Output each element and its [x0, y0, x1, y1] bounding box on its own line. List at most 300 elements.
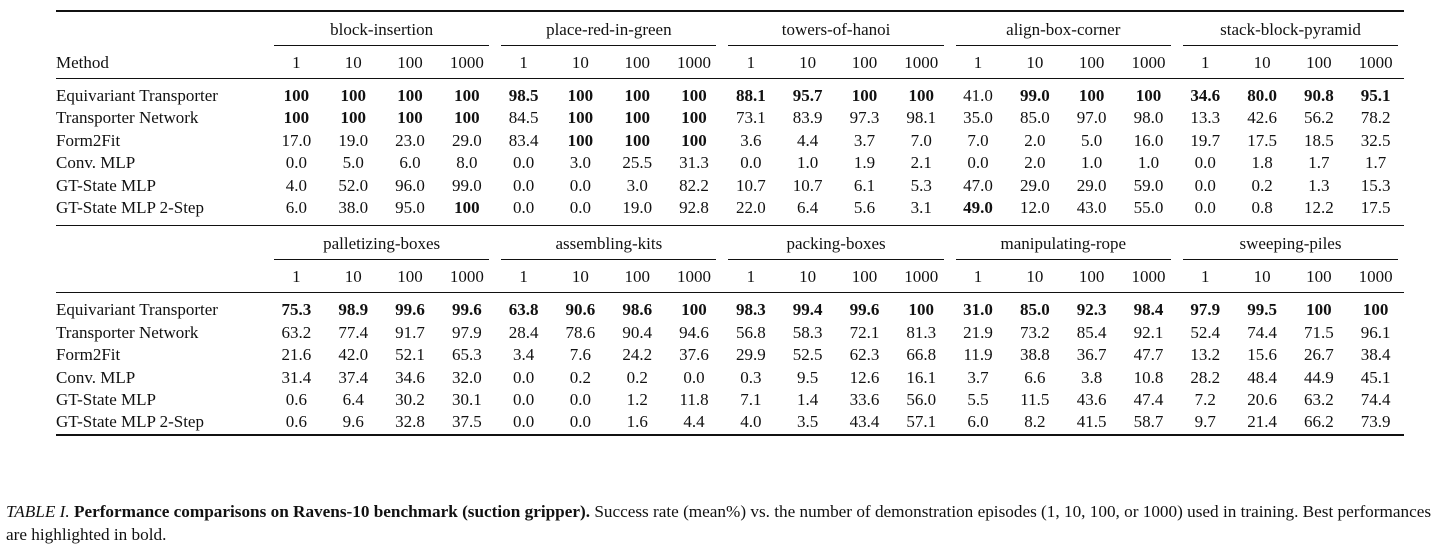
score-cell: 100: [681, 300, 707, 320]
episode-count-header: 10: [552, 48, 609, 79]
score-cell: 17.5: [1247, 130, 1277, 150]
score-cell: 9.6: [342, 412, 364, 432]
caption-text: Success rate (mean%) vs. the number of demonstration episodes (1, 10, 100, or 1000) used in training. Best performances are highlighted in bold.: [6, 502, 1432, 544]
score-cell: 41.5: [1076, 412, 1107, 432]
score-cell: 78.6: [565, 322, 596, 342]
score-cell: 100: [624, 130, 650, 150]
score-cell: 100: [1362, 300, 1389, 320]
score-cell: 100: [283, 86, 310, 105]
score-cell: 5.0: [1081, 130, 1103, 150]
score-cell: 49.0: [963, 198, 993, 218]
score-cell: 47.4: [1133, 390, 1164, 410]
score-cell: 42.0: [338, 345, 369, 365]
score-cell: 99.6: [395, 300, 425, 320]
episode-count-header: 10: [1234, 262, 1291, 293]
episode-count-header: 10: [1006, 262, 1063, 293]
score-cell: 0.0: [513, 153, 535, 173]
score-cell: 0.0: [513, 198, 535, 218]
score-cell: 100: [454, 108, 480, 128]
score-cell: 100: [624, 108, 650, 128]
score-cell: 11.8: [679, 390, 709, 410]
score-cell: 19.7: [1190, 130, 1221, 150]
score-cell: 33.6: [849, 390, 880, 410]
score-cell: 6.1: [853, 175, 876, 195]
score-cell: 25.5: [622, 153, 653, 173]
score-cell: 90.4: [622, 322, 653, 342]
score-cell: 7.1: [740, 390, 762, 410]
score-cell: 4.4: [683, 412, 705, 432]
score-cell: 32.8: [395, 412, 425, 432]
table-row: [56, 85, 1404, 107]
score-cell: 0.0: [1194, 175, 1216, 195]
score-cell: 1.9: [853, 153, 876, 173]
score-cell: 31.4: [281, 367, 312, 387]
score-cell: 6.6: [1024, 367, 1046, 387]
score-cell: 19.0: [622, 198, 653, 218]
episode-count-header: 10: [1234, 48, 1291, 79]
caption-label: TABLE I.: [6, 502, 70, 521]
episode-count-header: 10: [325, 48, 382, 79]
table-row: [56, 322, 1404, 344]
task-header-blank: [56, 226, 268, 263]
task-header-cell: [268, 226, 495, 263]
episode-count-header: 1: [722, 48, 779, 79]
score-cell: 21.9: [963, 322, 993, 342]
score-cell: 95.7: [792, 86, 823, 105]
score-cell: 100: [454, 198, 480, 218]
score-cell: 37.4: [338, 367, 369, 387]
score-cell: 56.8: [735, 322, 766, 342]
score-cell: 1.7: [1365, 153, 1387, 173]
score-cell: 95.1: [1360, 86, 1391, 105]
score-cell: 85.4: [1076, 322, 1107, 342]
score-cell: 35.0: [963, 108, 993, 128]
episode-count-header: 1: [722, 262, 779, 293]
score-cell: 56.2: [1304, 108, 1334, 128]
task-name: manipulating-rope: [956, 229, 1171, 260]
score-cell: 0.0: [513, 412, 535, 432]
table-caption: [6, 500, 1450, 546]
score-cell: 99.0: [1019, 86, 1050, 105]
score-cell: 29.0: [1076, 175, 1107, 195]
score-cell: 0.0: [513, 175, 535, 195]
score-cell: 98.0: [1133, 108, 1164, 128]
task-name: assembling-kits: [501, 229, 716, 260]
task-header-cell: [1177, 226, 1404, 263]
score-cell: 100: [397, 86, 423, 105]
score-cell: 7.6: [569, 345, 592, 365]
method-name: Transporter Network: [56, 322, 199, 342]
episode-count-header: 1: [268, 262, 325, 293]
score-cell: 98.3: [735, 300, 766, 320]
score-cell: 8.2: [1024, 412, 1046, 432]
score-cell: 0.0: [569, 390, 592, 410]
score-cell: 32.5: [1360, 130, 1391, 150]
score-cell: 1.8: [1251, 153, 1273, 173]
episode-count-header: 10: [779, 48, 836, 79]
score-cell: 94.6: [679, 322, 709, 342]
score-cell: 58.7: [1133, 412, 1164, 432]
score-cell: 18.5: [1304, 130, 1334, 150]
score-cell: 8.0: [456, 153, 478, 173]
score-cell: 81.3: [906, 322, 937, 342]
score-cell: 96.0: [395, 175, 425, 195]
score-cell: 28.2: [1190, 367, 1221, 387]
score-cell: 47.7: [1133, 345, 1164, 365]
score-cell: 1.7: [1308, 153, 1330, 173]
task-header-cell: [722, 11, 949, 48]
score-cell: 34.6: [395, 367, 425, 387]
score-cell: 7.2: [1194, 390, 1216, 410]
score-cell: 62.3: [849, 345, 880, 365]
episode-count-header: 100: [609, 48, 666, 79]
score-cell: 97.0: [1076, 108, 1107, 128]
task-header-cell: [722, 226, 949, 263]
score-cell: 15.6: [1247, 345, 1277, 365]
score-cell: 56.0: [906, 390, 937, 410]
task-header-blank: [56, 11, 268, 48]
score-cell: 99.6: [451, 300, 482, 320]
score-cell: 12.0: [1019, 198, 1050, 218]
score-cell: 90.6: [565, 300, 596, 320]
episode-count-header: 1000: [1347, 262, 1404, 293]
score-cell: 3.6: [740, 130, 762, 150]
task-header-row: [56, 226, 1404, 263]
episode-count-header: 10: [552, 262, 609, 293]
score-cell: 29.0: [451, 130, 482, 150]
score-cell: 7.0: [967, 130, 989, 150]
episode-count-header: 1: [1177, 262, 1234, 293]
score-cell: 92.1: [1133, 322, 1164, 342]
score-cell: 0.0: [1194, 153, 1216, 173]
episode-count-header: 100: [1063, 48, 1120, 79]
score-cell: 13.2: [1190, 345, 1221, 365]
score-cell: 3.5: [797, 412, 819, 432]
score-cell: 52.0: [338, 175, 369, 195]
score-cell: 66.8: [906, 345, 937, 365]
score-cell: 5.6: [853, 198, 876, 218]
score-cell: 3.1: [910, 198, 932, 218]
score-cell: 0.0: [569, 175, 592, 195]
task-name: packing-boxes: [728, 229, 943, 260]
score-cell: 4.0: [285, 175, 308, 195]
score-cell: 5.5: [967, 390, 989, 410]
score-cell: 3.7: [853, 130, 876, 150]
score-cell: 97.9: [1190, 300, 1221, 320]
method-name: Conv. MLP: [56, 153, 136, 173]
score-cell: 16.0: [1133, 130, 1164, 150]
score-cell: 29.0: [1019, 175, 1050, 195]
score-cell: 100: [340, 86, 366, 105]
score-cell: 4.0: [740, 412, 762, 432]
score-cell: 12.6: [849, 367, 880, 387]
score-cell: 0.2: [1251, 175, 1273, 195]
score-cell: 34.6: [1190, 86, 1221, 105]
caption-title: Performance comparisons on Ravens-10 benchmark (suction gripper).: [73, 502, 591, 521]
episode-header-row: [56, 48, 1404, 79]
score-cell: 1.4: [797, 390, 819, 410]
table-row: [56, 152, 1404, 174]
episode-count-header: 1: [950, 48, 1007, 79]
score-cell: 100: [567, 130, 594, 150]
score-cell: 0.8: [1251, 198, 1273, 218]
score-cell: 37.6: [679, 345, 709, 365]
method-header: Method: [56, 48, 268, 79]
score-cell: 99.5: [1247, 300, 1277, 320]
episode-count-header: 10: [325, 262, 382, 293]
episode-count-header: 1000: [893, 262, 950, 293]
score-cell: 11.5: [1020, 390, 1050, 410]
score-cell: 32.0: [451, 367, 482, 387]
score-cell: 73.1: [735, 108, 766, 128]
score-cell: 100: [283, 108, 310, 128]
episode-count-header: 10: [779, 262, 836, 293]
episode-count-header: 1: [950, 262, 1007, 293]
score-cell: 52.5: [792, 345, 823, 365]
table-row: [56, 367, 1404, 389]
results-table: [56, 10, 1404, 436]
episode-count-header: 1000: [666, 262, 723, 293]
score-cell: 12.2: [1304, 198, 1334, 218]
score-cell: 15.3: [1360, 175, 1391, 195]
score-cell: 13.3: [1190, 108, 1221, 128]
score-cell: 59.0: [1133, 175, 1164, 195]
episode-count-header: 1: [495, 262, 552, 293]
score-cell: 58.3: [792, 322, 823, 342]
score-cell: 98.6: [622, 300, 653, 320]
score-cell: 0.6: [285, 390, 308, 410]
score-cell: 7.0: [910, 130, 932, 150]
score-cell: 23.0: [395, 130, 425, 150]
episode-count-header: 100: [1290, 262, 1347, 293]
score-cell: 92.8: [679, 198, 709, 218]
score-cell: 88.1: [735, 86, 766, 105]
score-cell: 21.4: [1247, 412, 1277, 432]
results-table-container: [56, 10, 1404, 436]
score-cell: 0.0: [569, 412, 592, 432]
score-cell: 45.1: [1360, 367, 1391, 387]
score-cell: 3.7: [967, 367, 989, 387]
task-header-cell: [268, 11, 495, 48]
method-name: Transporter Network: [56, 108, 199, 128]
score-cell: 21.6: [281, 345, 312, 365]
score-cell: 55.0: [1133, 198, 1164, 218]
episode-count-header: 1: [1177, 48, 1234, 79]
score-cell: 0.2: [569, 367, 592, 387]
score-cell: 30.2: [395, 390, 425, 410]
score-cell: 100: [851, 86, 878, 105]
score-cell: 75.3: [281, 300, 312, 320]
score-cell: 6.0: [399, 153, 421, 173]
score-cell: 9.5: [797, 367, 819, 387]
episode-count-header: 100: [1063, 262, 1120, 293]
score-cell: 42.6: [1247, 108, 1277, 128]
episode-count-header: 1000: [438, 262, 495, 293]
score-cell: 1.0: [1137, 153, 1160, 173]
task-header-row: [56, 11, 1404, 48]
score-cell: 44.9: [1304, 367, 1334, 387]
score-cell: 57.1: [906, 412, 937, 432]
score-cell: 100: [567, 86, 594, 105]
table-row: [56, 344, 1404, 366]
score-cell: 37.5: [451, 412, 482, 432]
task-header-cell: [950, 11, 1177, 48]
score-cell: 100: [454, 86, 480, 105]
score-cell: 6.4: [797, 198, 819, 218]
score-cell: 83.9: [792, 108, 823, 128]
score-cell: 31.3: [679, 153, 709, 173]
episode-count-header: 100: [1290, 48, 1347, 79]
method-name: GT-State MLP 2-Step: [56, 412, 204, 432]
method-name: GT-State MLP 2-Step: [56, 198, 204, 218]
score-cell: 10.8: [1133, 367, 1164, 387]
method-name: Form2Fit: [56, 130, 121, 150]
score-cell: 38.0: [338, 198, 369, 218]
score-cell: 43.0: [1076, 198, 1107, 218]
score-cell: 100: [681, 130, 707, 150]
episode-count-header: 1000: [1347, 48, 1404, 79]
task-name: stack-block-pyramid: [1183, 15, 1398, 46]
episode-count-header: 1000: [438, 48, 495, 79]
score-cell: 24.2: [622, 345, 653, 365]
score-cell: 85.0: [1019, 300, 1050, 320]
score-cell: 96.1: [1360, 322, 1391, 342]
score-cell: 63.2: [281, 322, 312, 342]
score-cell: 52.4: [1190, 322, 1221, 342]
method-name: GT-State MLP: [56, 390, 156, 410]
episode-count-header: 100: [609, 262, 666, 293]
task-name: palletizing-boxes: [274, 229, 489, 260]
score-cell: 100: [624, 86, 650, 105]
method-header: [56, 262, 268, 293]
score-cell: 43.4: [849, 412, 880, 432]
score-cell: 31.0: [963, 300, 993, 320]
table-row: [56, 299, 1404, 321]
method-name: Equivariant Transporter: [56, 86, 218, 105]
score-cell: 6.0: [967, 412, 989, 432]
score-cell: 30.1: [451, 390, 482, 410]
score-cell: 0.0: [513, 390, 535, 410]
score-cell: 98.9: [338, 300, 369, 320]
score-cell: 5.0: [342, 153, 364, 173]
score-cell: 82.2: [679, 175, 709, 195]
score-cell: 9.7: [1194, 412, 1216, 432]
score-cell: 0.0: [740, 153, 762, 173]
task-header-cell: [1177, 11, 1404, 48]
score-cell: 1.6: [626, 412, 648, 432]
score-cell: 74.4: [1247, 322, 1277, 342]
score-cell: 100: [1078, 86, 1105, 105]
score-cell: 92.3: [1076, 300, 1107, 320]
task-name: place-red-in-green: [501, 15, 716, 46]
score-cell: 100: [1135, 86, 1162, 105]
score-cell: 100: [340, 108, 366, 128]
score-cell: 90.8: [1304, 86, 1334, 105]
method-name: Equivariant Transporter: [56, 300, 218, 320]
task-name: towers-of-hanoi: [728, 15, 943, 46]
score-cell: 19.0: [338, 130, 369, 150]
score-cell: 95.0: [395, 198, 425, 218]
score-cell: 99.6: [849, 300, 880, 320]
episode-count-header: 100: [836, 48, 893, 79]
score-cell: 100: [397, 108, 423, 128]
episode-count-header: 1000: [893, 48, 950, 79]
score-cell: 3.4: [513, 345, 535, 365]
score-cell: 41.0: [963, 86, 993, 105]
task-name: sweeping-piles: [1183, 229, 1398, 260]
score-cell: 52.1: [395, 345, 425, 365]
episode-count-header: 100: [382, 48, 439, 79]
score-cell: 73.9: [1360, 412, 1391, 432]
table-row: [56, 389, 1404, 411]
score-cell: 98.4: [1133, 300, 1164, 320]
episode-count-header: 1000: [666, 48, 723, 79]
episode-header-row: [56, 262, 1404, 293]
score-cell: 73.2: [1019, 322, 1050, 342]
score-cell: 22.0: [735, 198, 766, 218]
score-cell: 63.2: [1304, 390, 1334, 410]
score-cell: 17.0: [281, 130, 312, 150]
score-cell: 11.9: [963, 345, 993, 365]
score-cell: 72.1: [849, 322, 880, 342]
task-name: block-insertion: [274, 15, 489, 46]
score-cell: 84.5: [508, 108, 539, 128]
score-cell: 97.9: [451, 322, 482, 342]
episode-count-header: 1: [495, 48, 552, 79]
task-header-cell: [950, 226, 1177, 263]
score-cell: 16.1: [906, 367, 937, 387]
score-cell: 3.0: [569, 153, 592, 173]
score-cell: 91.7: [395, 322, 425, 342]
method-name: Conv. MLP: [56, 367, 136, 387]
table-row: [56, 107, 1404, 129]
score-cell: 77.4: [338, 322, 369, 342]
episode-count-header: 1000: [1120, 48, 1177, 79]
episode-count-header: 1000: [1120, 262, 1177, 293]
episode-count-header: 100: [836, 262, 893, 293]
score-cell: 3.8: [1081, 367, 1103, 387]
score-cell: 66.2: [1304, 412, 1334, 432]
score-cell: 100: [567, 108, 594, 128]
score-cell: 97.3: [849, 108, 880, 128]
task-header-cell: [495, 11, 722, 48]
score-cell: 0.0: [683, 367, 705, 387]
score-cell: 29.9: [735, 345, 766, 365]
score-cell: 6.4: [342, 390, 364, 410]
score-cell: 83.4: [508, 130, 539, 150]
score-cell: 6.0: [285, 198, 308, 218]
score-cell: 78.2: [1360, 108, 1391, 128]
score-cell: 2.0: [1024, 130, 1046, 150]
score-cell: 65.3: [451, 345, 482, 365]
score-cell: 100: [1306, 300, 1332, 320]
score-cell: 0.0: [513, 367, 535, 387]
score-cell: 100: [908, 86, 934, 105]
score-cell: 43.6: [1076, 390, 1107, 410]
table-row: [56, 175, 1404, 197]
score-cell: 20.6: [1247, 390, 1277, 410]
task-header-cell: [495, 226, 722, 263]
score-cell: 17.5: [1360, 198, 1391, 218]
score-cell: 98.1: [906, 108, 937, 128]
table-row: [56, 197, 1404, 219]
score-cell: 100: [681, 86, 707, 105]
score-cell: 1.3: [1308, 175, 1330, 195]
score-cell: 100: [681, 108, 707, 128]
task-name: align-box-corner: [956, 15, 1171, 46]
table-row: [56, 130, 1404, 152]
score-cell: 0.0: [285, 153, 308, 173]
